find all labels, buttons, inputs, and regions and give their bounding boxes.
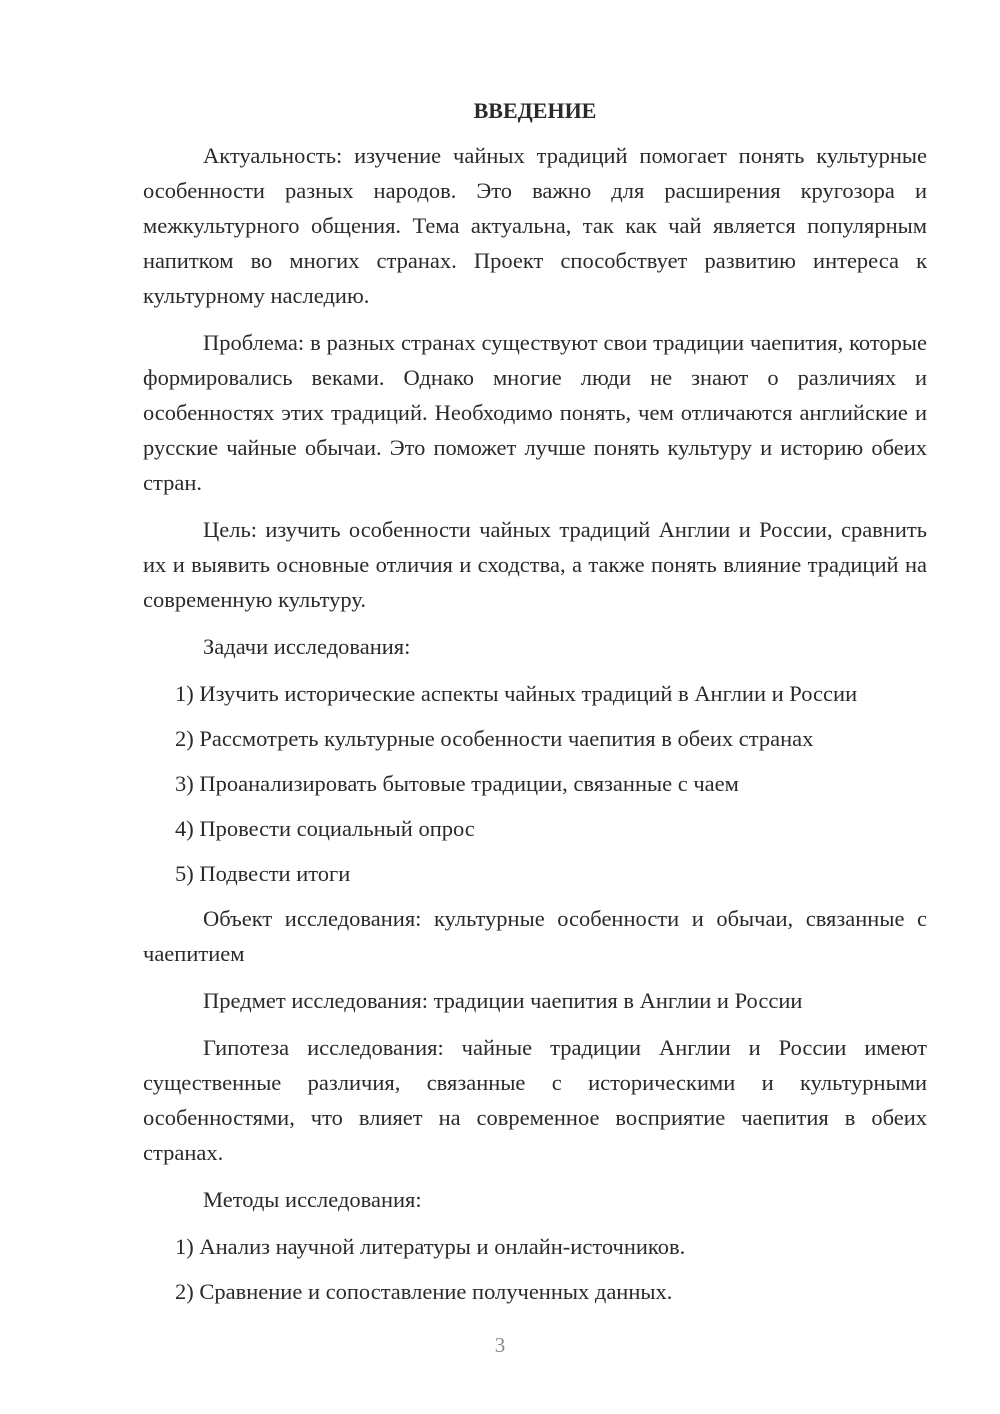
tasks-label: Задачи исследования: bbox=[203, 634, 411, 659]
task-item-2: 2) Рассмотреть культурные особенности чаепития в обеих странах bbox=[175, 726, 814, 751]
page-title: ВВЕДЕНИЕ bbox=[473, 98, 597, 123]
page-number: 3 bbox=[494, 1333, 506, 1357]
method-item-1: 1) Анализ научной литературы и онлайн-источников. bbox=[175, 1234, 686, 1259]
relevance-paragraph: Актуальность: изучение чайных традиций помогает понять культурные особенности разных народов. Это важно для расширения кругозора и межкультурного общения. Тема актуальна, так как чай является популярным напитком во многих странах. Проект способствует развитию интереса к культурному наследию. bbox=[143, 143, 927, 308]
methods-label: Методы исследования: bbox=[203, 1187, 422, 1212]
task-item-4: 4) Провести социальный опрос bbox=[175, 816, 475, 841]
task-item-5: 5) Подвести итоги bbox=[175, 861, 351, 886]
document-page bbox=[143, 96, 927, 1319]
goal-paragraph: Цель: изучить особенности чайных традиций Англии и России, сравнить их и выявить основные отличия и сходства, а также понять влияние традиций на современную культуру. bbox=[143, 517, 927, 612]
problem-paragraph: Проблема: в разных странах существуют свои традиции чаепития, которые формировались веками. Однако многие люди не знают о различиях и особенностях этих традиций. Необходимо понять, чем отличаются английские и русские чайные обычаи. Это поможет лучше понять культуру и историю обеих стран. bbox=[143, 330, 927, 495]
subject-paragraph: Предмет исследования: традиции чаепития в Англии и России bbox=[203, 988, 803, 1013]
hypothesis-paragraph: Гипотеза исследования: чайные традиции Англии и России имеют существенные различия, связанные с историческими и культурными особенностями, что влияет на современное восприятие чаепития в обеих странах. bbox=[143, 1035, 927, 1165]
task-item-1: 1) Изучить исторические аспекты чайных традиций в Англии и России bbox=[175, 681, 858, 706]
method-item-2: 2) Сравнение и сопоставление полученных данных. bbox=[175, 1279, 673, 1304]
task-item-3: 3) Проанализировать бытовые традиции, связанные с чаем bbox=[175, 771, 739, 796]
object-paragraph: Объект исследования: культурные особенности и обычаи, связанные с чаепитием bbox=[143, 906, 927, 966]
